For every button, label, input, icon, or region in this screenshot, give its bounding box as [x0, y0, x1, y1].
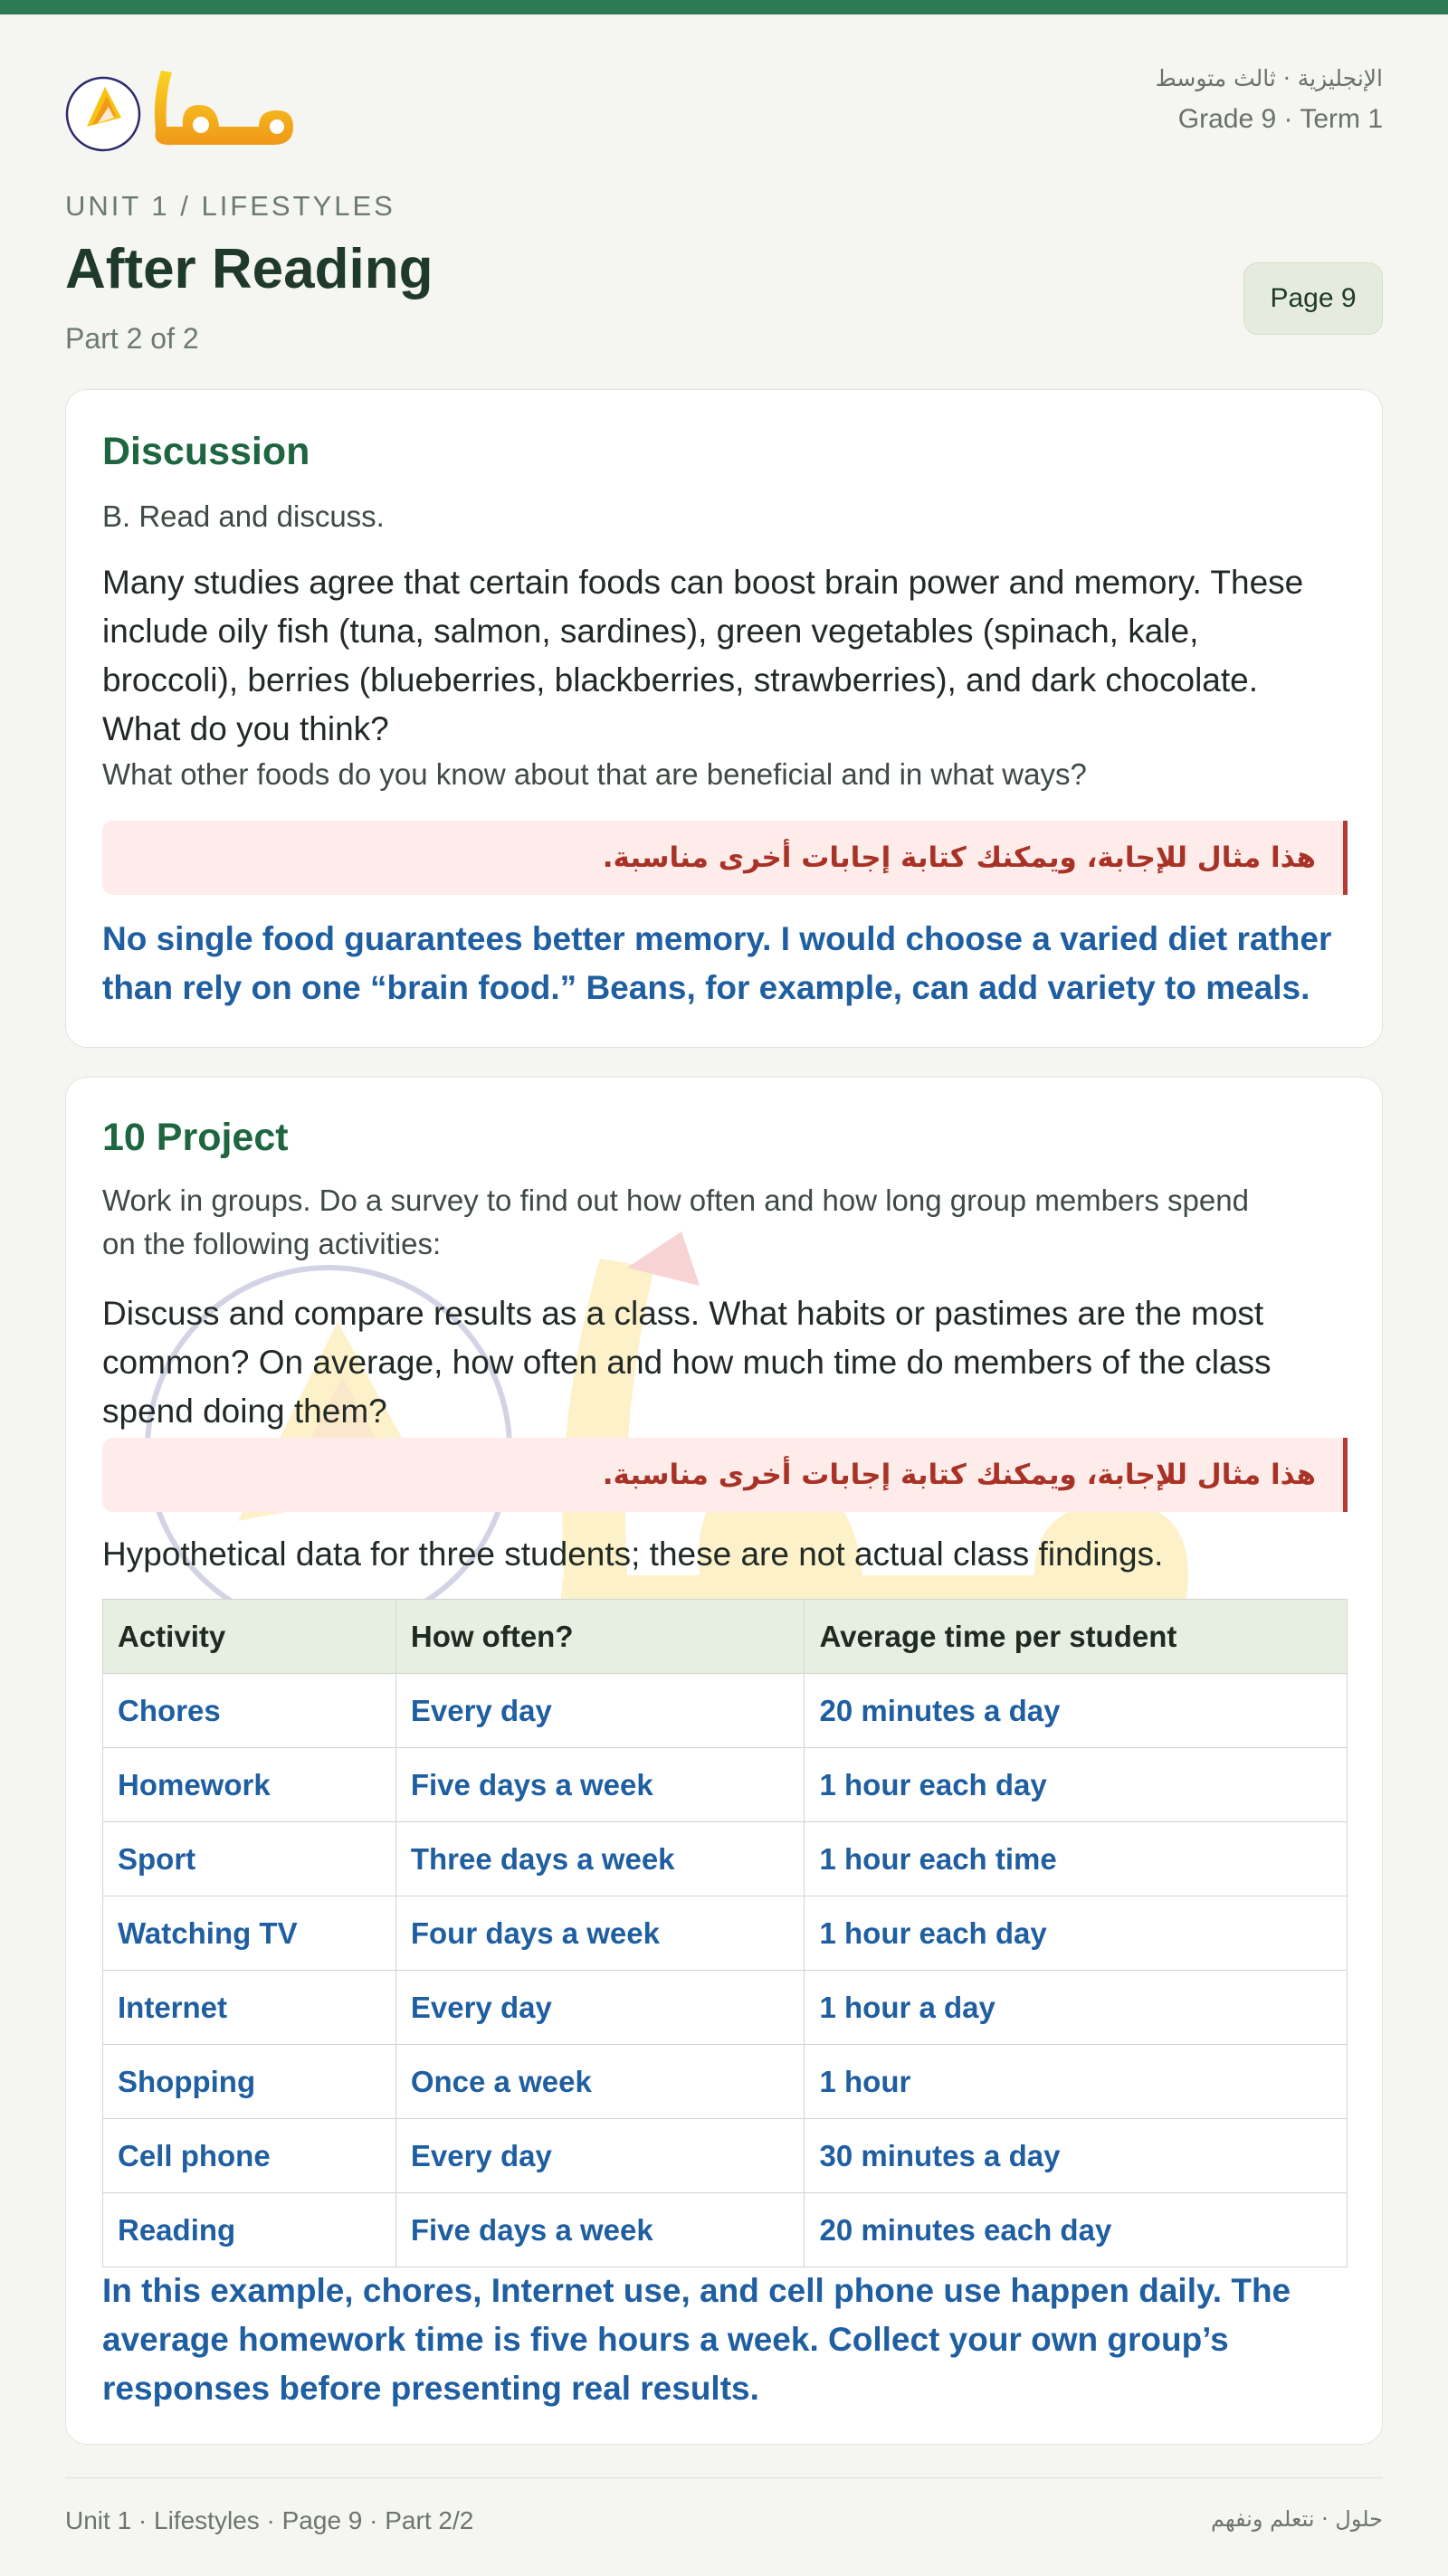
passage-line: What do you think?	[102, 710, 389, 747]
cell-activity: Cell phone	[103, 2119, 396, 2193]
part-label: Part 2 of 2	[65, 322, 199, 355]
grade-term-label: Grade 9 · Term 1	[1177, 104, 1383, 134]
project-discussion	[102, 1289, 1346, 1436]
discussion-instruction: B. Read and discuss.	[102, 499, 385, 533]
answer-note	[102, 1438, 1348, 1512]
answer-note	[102, 821, 1348, 895]
project-card	[65, 1077, 1383, 2445]
discussion-line: spend doing them?	[102, 1393, 387, 1430]
footer-brand: حلول · نتعلم ونفهم	[1211, 2506, 1383, 2532]
top-accent-bar	[0, 0, 1448, 14]
cell-how-often: Five days a week	[395, 2193, 805, 2267]
table-row	[103, 2193, 1348, 2267]
answer-note-text: هذا مثال للإجابة، ويمكنك كتابة إجابات أخرى مناسبة.	[602, 1459, 1316, 1491]
project-title: 10 Project	[102, 1116, 289, 1159]
discussion-line: common? On average, how often and how much time do members of the class	[102, 1344, 1272, 1381]
answer-line: In this example, chores, Internet use, and cell phone use happen daily. The	[102, 2272, 1291, 2309]
answer-line: responses before presenting real results.	[102, 2370, 759, 2407]
halol-logo	[65, 60, 310, 159]
discussion-card	[65, 389, 1383, 1048]
instruction-line: on the following activities:	[102, 1227, 442, 1260]
passage-line: Many studies agree that certain foods can boost brain power and memory. These	[102, 564, 1304, 601]
cell-how-often: Every day	[395, 1971, 805, 2045]
footer-divider	[65, 2477, 1383, 2478]
page-badge: Page 9	[1243, 262, 1383, 335]
header-meta	[1156, 65, 1383, 135]
data-disclaimer: Hypothetical data for three students; these are not actual class findings.	[102, 1535, 1164, 1573]
cell-activity: Shopping	[103, 2045, 396, 2119]
cell-how-often: Once a week	[395, 2045, 805, 2119]
subject-label: الإنجليزية · ثالث متوسط	[1155, 65, 1383, 91]
cell-how-often: Three days a week	[395, 1822, 805, 1896]
cell-how-often: Four days a week	[395, 1896, 805, 1971]
answer-line: than rely on one “brain food.” Beans, for example, can add variety to meals.	[102, 969, 1310, 1006]
header-how-often: How often?	[395, 1600, 805, 1674]
footer-page-info: Unit 1 · Lifestyles · Page 9 · Part 2/2	[65, 2506, 474, 2534]
unit-label: UNIT 1 / LIFESTYLES	[65, 190, 395, 222]
logo-mark	[65, 60, 310, 159]
table-row	[103, 1748, 1348, 1822]
table-row	[103, 1896, 1348, 1971]
discussion-question: What other foods do you know about that are beneficial and in what ways?	[102, 757, 1087, 791]
cell-how-often: Five days a week	[395, 1748, 805, 1822]
cell-how-often: Every day	[395, 1674, 805, 1748]
cell-average-time: 1 hour a day	[805, 1971, 1348, 2045]
cell-activity: Homework	[103, 1748, 396, 1822]
cell-how-often: Every day	[395, 2119, 805, 2193]
discussion-title: Discussion	[102, 430, 310, 473]
instruction-line: Work in groups. Do a survey to find out how often and how long group members spend	[102, 1183, 1249, 1217]
table-row	[103, 1822, 1348, 1896]
cell-average-time: 1 hour each day	[805, 1748, 1348, 1822]
project-answer	[102, 2267, 1346, 2413]
discussion-answer	[102, 915, 1346, 1012]
cell-average-time: 1 hour each time	[805, 1822, 1348, 1896]
table-header-row	[103, 1600, 1348, 1674]
header-average-time: Average time per student	[805, 1600, 1348, 1674]
project-instruction	[102, 1179, 1346, 1266]
table-row	[103, 2045, 1348, 2119]
cell-average-time: 30 minutes a day	[805, 2119, 1348, 2193]
answer-line: average homework time is five hours a week. Collect your own group’s	[102, 2321, 1229, 2358]
answer-note-text: هذا مثال للإجابة، ويمكنك كتابة إجابات أخرى مناسبة.	[602, 841, 1316, 874]
header-activity: Activity	[103, 1600, 396, 1674]
passage-line: include oily fish (tuna, salmon, sardines), green vegetables (spinach, kale,	[102, 613, 1199, 650]
cell-average-time: 1 hour	[805, 2045, 1348, 2119]
cell-activity: Reading	[103, 2193, 396, 2267]
table-row	[103, 1971, 1348, 2045]
cell-activity: Internet	[103, 1971, 396, 2045]
cell-average-time: 20 minutes a day	[805, 1674, 1348, 1748]
cell-activity: Sport	[103, 1822, 396, 1896]
discussion-passage	[102, 558, 1346, 754]
page-title: After Reading	[65, 238, 433, 300]
cell-activity: Watching TV	[103, 1896, 396, 1971]
discussion-line: Discuss and compare results as a class. What habits or pastimes are the most	[102, 1295, 1264, 1332]
passage-line: broccoli), berries (blueberries, blackberries, strawberries), and dark chocolate.	[102, 661, 1259, 699]
cell-average-time: 1 hour each day	[805, 1896, 1348, 1971]
table-row	[103, 1674, 1348, 1748]
cell-average-time: 20 minutes each day	[805, 2193, 1348, 2267]
survey-table	[102, 1599, 1348, 2267]
table-row	[103, 2119, 1348, 2193]
cell-activity: Chores	[103, 1674, 396, 1748]
answer-line: No single food guarantees better memory. I would choose a varied diet rather	[102, 920, 1332, 957]
